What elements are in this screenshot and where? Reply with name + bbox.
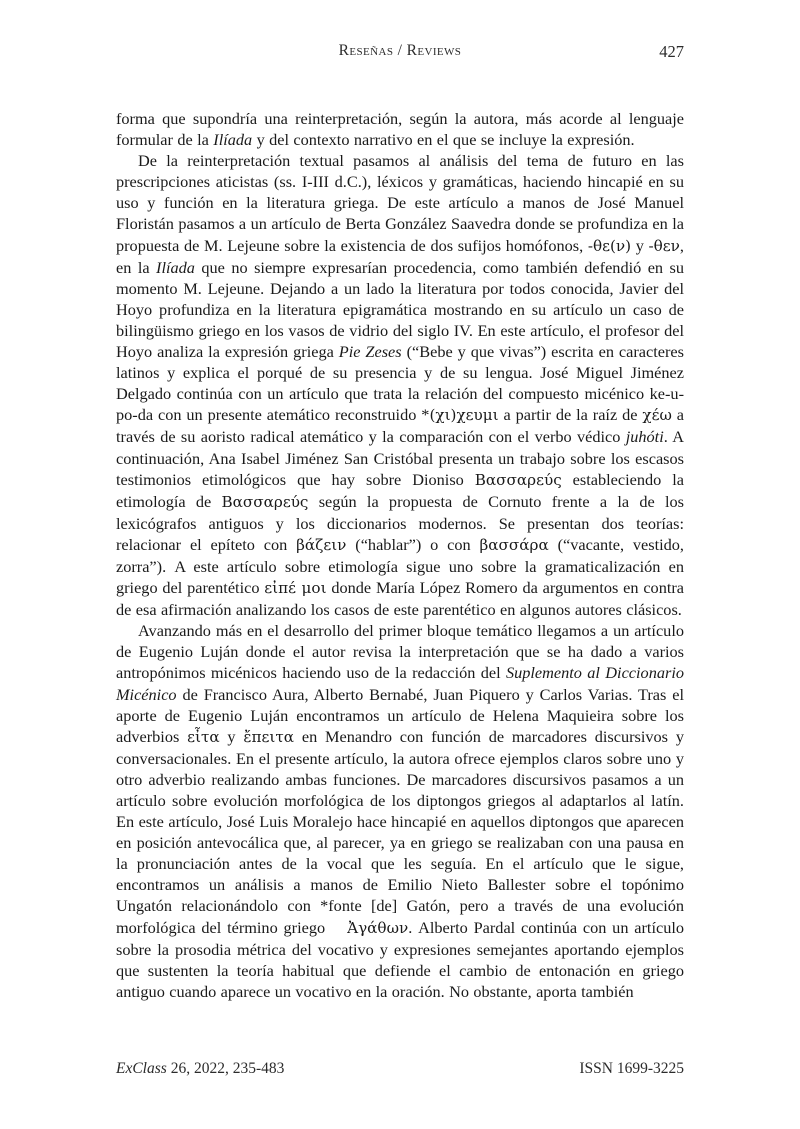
text-run: , en la: [116, 235, 684, 277]
greek-term: χέω: [642, 406, 672, 425]
text-run: y del contexto narrativo en el que se incluye la expresión.: [252, 130, 635, 150]
greek-term: Ἀγάθων: [347, 918, 409, 937]
greek-term: -θε(ν): [587, 236, 632, 255]
greek-term: (χι)χευμι: [429, 406, 499, 425]
page-footer: [116, 1060, 684, 1078]
issn: ISSN 1699-3225: [579, 1060, 684, 1077]
greek-term: ἔπειτα: [243, 727, 295, 746]
text-run: estableciendo la etimología de: [116, 469, 684, 511]
greek-term: εἶτα: [187, 727, 220, 746]
text-run: (“Bebe y que vivas”) escrita en caracteres latinos y explica el porqué de su presencia y de su lengua. José Miguel Jiménez Delgado continúa con un artículo que trata la relación del compuesto micénico ke-u-po-da con un presente atemático reconstruido *: [116, 342, 684, 425]
text-run: donde María López Romero da argumentos en contra de esa afirmación analizando los casos de este parentético en algunos autores clásicos.: [116, 578, 685, 620]
paragraph: [116, 150, 684, 620]
paragraph: [116, 108, 684, 150]
text-run: a través de su aoristo radical atemático y la comparación con el verbo védico: [116, 405, 685, 447]
text-run: forma que supondría una reinterpretación, según la autora, más acorde al lenguaje formular de la: [116, 109, 684, 150]
italic-term: juhóti: [625, 427, 664, 447]
greek-term: Βασσαρεύς: [474, 470, 562, 489]
text-run: . A continuación, Ana Isabel Jiménez San Cristóbal presenta un trabajo sobre los escasos testimonios etimológicos que hay sobre Dioniso: [116, 427, 685, 489]
italic-term: Suplemento al Diccionario Micénico: [116, 663, 684, 704]
text-run: de Francisco Aura, Alberto Bernabé, Juan Piquero y Carlos Varias. Tras el aporte de Eugenio Luján encontramos un artículo de Helena Maquieira sobre los adverbios: [116, 684, 684, 746]
text-run: a partir de la raíz de: [498, 405, 643, 425]
running-head: [116, 42, 684, 66]
text-run: (“hablar”) o con: [346, 534, 480, 554]
greek-term: -θεν: [648, 236, 680, 255]
journal-citation: [116, 1060, 284, 1078]
italic-term: Ilíada: [213, 130, 253, 150]
text-run: en Menandro con función de marcadores discursivos y conversacionales. En el presente artículo, la autora ofrece ejemplos claros sobre uno y otro adverbio realizando ambas funciones. De marcadores discursivos pasamos a un artículo sobre evolución morfológica de los diptongos griegos al adaptarlos al latín. En este artículo, José Luis Moralejo hace hincapié en aquellos diptongos que aparecen en posición antevocálica que, al parecer, ya en griego se realizaban con una pausa en la pronunciación antes de la vocal que les seguía. En el artículo que le sigue, encontramos un análisis a manos de Emilio Nieto Ballester sobre el topónimo Ungatón relacionándolo con *fonte [de] Gatón, pero a través de una evolución morfológica del término griego: [116, 726, 684, 937]
paragraph: [116, 620, 684, 1002]
greek-term: εἰπέ μοι: [264, 579, 327, 598]
text-run: (“vacante, vestido, zorra”). A este artículo sobre etimología sigue uno sobre la gramaticalización en griego del parentético: [116, 534, 684, 598]
text-run: Avanzando más en el desarrollo del primer bloque temático llegamos a un artículo de Eugenio Luján donde el autor revisa la interpretación que se ha dado a varios antropónimos micénicos haciendo uso de la redacción del: [116, 621, 684, 683]
text-run: y: [631, 235, 649, 255]
text-run: que no siempre expresarían procedencia, como también defendió en su momento M. Lejeune. Dejando a un lado la literatura por todos conocida, Javier del Hoyo profundiza en la literatura epigramática mostrando en su artículo un caso de bilingüismo griego en los vasos de vidrio del siglo IV. En este artículo, el profesor del Hoyo analiza la expresión griega: [116, 257, 685, 362]
page-number: 427: [659, 42, 684, 61]
text-run: De la reinterpretación textual pasamos al análisis del tema de futuro en las prescripciones aticistas (ss. I-III d.C.), léxicos y gramáticas, haciendo hincapié en su uso y función en la literatura griega. De este artículo a manos de José Manuel Floristán pasamos a un artículo de Berta González Saavedra donde se profundiza en la propuesta de M. Lejeune sobre la existencia de dos sufijos homófonos,: [116, 151, 684, 255]
body-text-block: [116, 108, 684, 1002]
greek-term: βάζειν: [296, 535, 347, 554]
italic-term: Pie Zeses: [338, 342, 402, 362]
journal-name: ExClass: [116, 1060, 167, 1077]
italic-term: Ilíada: [156, 257, 195, 277]
greek-term: Βασσαρεύς: [221, 492, 309, 511]
text-run: . Alberto Pardal continúa con un artículo sobre la prosodia métrica del vocativo y expresiones semejantes aportando ejemplos que sustenten la teoría habitual que defiende el cambio de entonación en griego antiguo cuando aparece un vocativo en la oración. No obstante, aporta también: [116, 917, 684, 1001]
text-run: según la propuesta de Cornuto frente a la de los lexicógrafos antiguos y los diccionarios modernos. Se presentan dos teorías: relacionar el epíteto con: [116, 491, 684, 554]
journal-citation-rest: 26, 2022, 235-483: [166, 1060, 285, 1077]
text-run: y: [219, 726, 244, 746]
running-head-title: Reseñas / Reviews: [338, 42, 462, 59]
greek-term: βασσάρα: [479, 535, 549, 554]
